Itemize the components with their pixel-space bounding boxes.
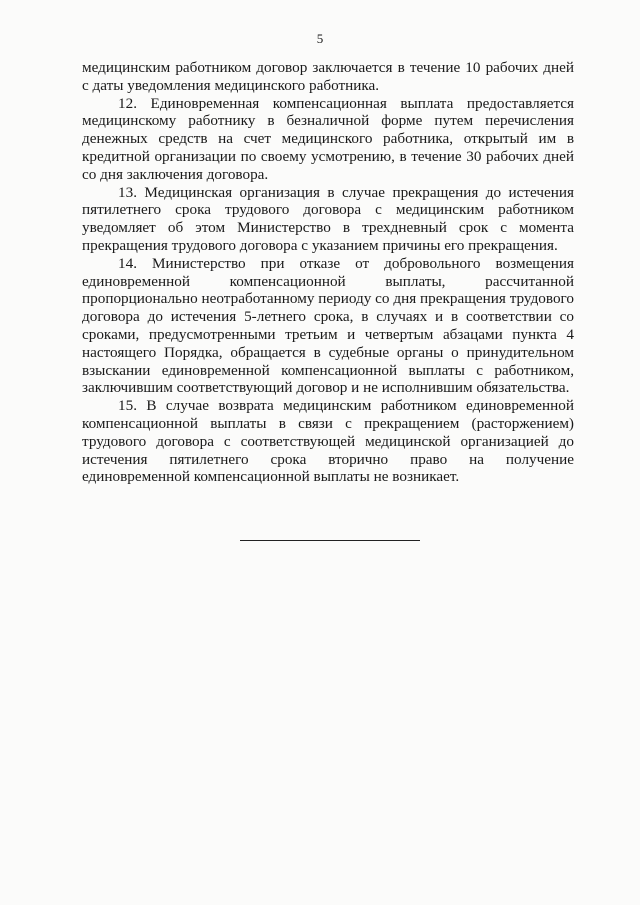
end-separator-line bbox=[240, 540, 420, 541]
paragraph-13: 13. Медицинская организация в случае прекращения до истечения пятилетнего срока трудового договора с медицинским работником уведомляет об этом Министерство в трехдневный срок с момента прекращения трудового договора с указанием причины его прекращения. bbox=[82, 183, 574, 254]
paragraph-14: 14. Министерство при отказе от добровольного возмещения единовременной компенсационной выплаты, рассчитанной пропорционально неотработанному периоду со дня прекращения трудового договора до истечения 5-летнего срока, в случаях и в соответствии со сроками, предусмотренными третьим и четвертым абзацами пункта 4 настоящего Порядка, обращается в судебные органы о принудительном взыскании единовременной компенсационной выплаты с работником, заключившим соответствующий договор и не исполнившим обязательства. bbox=[82, 254, 574, 397]
paragraph-15: 15. В случае возврата медицинским работником единовременной компенсационной выплаты в связи с прекращением (расторжением) трудового договора с соответствующей медицинской организацией до истечения пятилетнего срока вторично право на получение единовременной компенсационной выплаты не возникает. bbox=[82, 397, 574, 486]
paragraph-continuation: медицинским работником договор заключается в течение 10 рабочих дней с даты уведомления медицинского работника. bbox=[82, 59, 574, 94]
paragraph-12: 12. Единовременная компенсационная выплата предоставляется медицинскому работнику в безналичной форме путем перечисления денежных средств на счет медицинского работника, открытый им в кредитной организации по своему усмотрению, в течение 30 рабочих дней со дня заключения договора. bbox=[82, 94, 574, 183]
page-number: 5 bbox=[316, 31, 324, 46]
document-body bbox=[82, 59, 574, 486]
